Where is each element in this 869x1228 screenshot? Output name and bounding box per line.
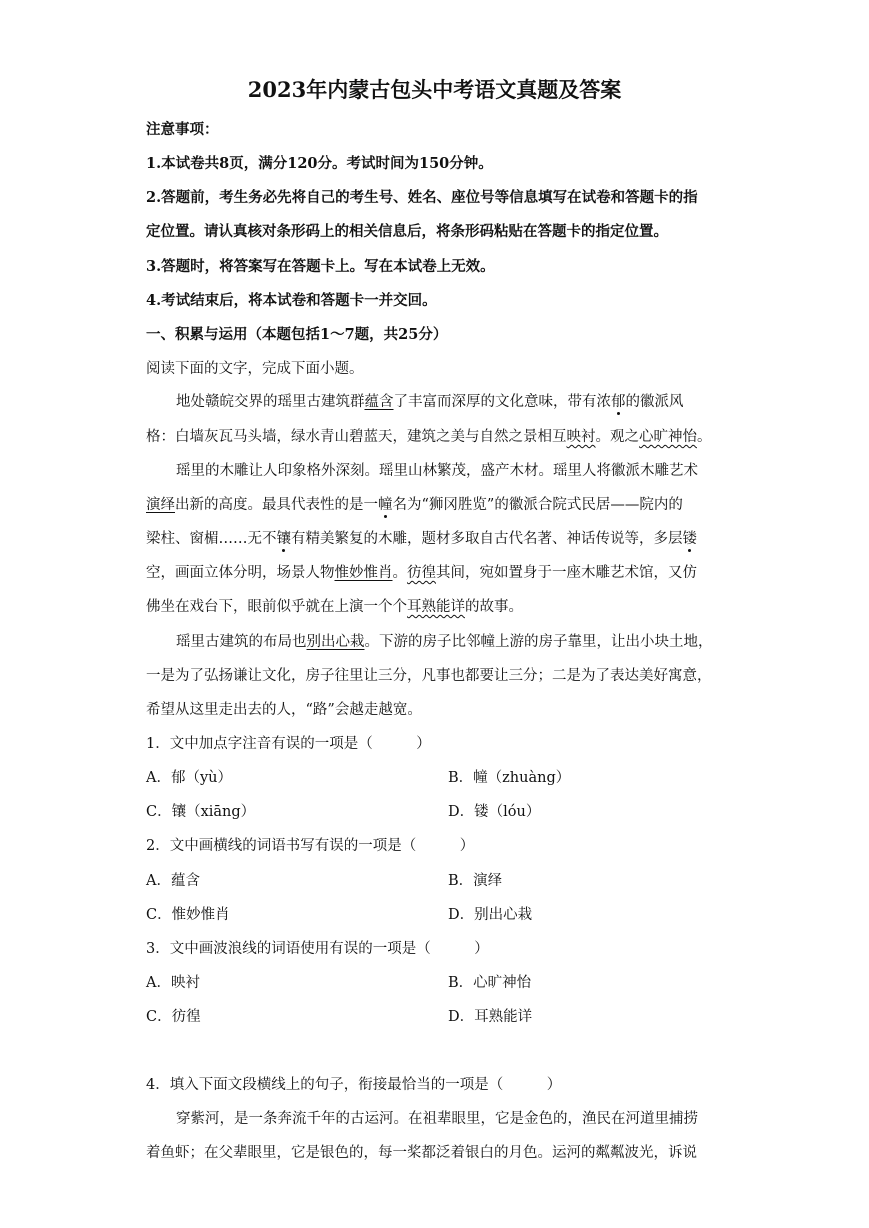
- text-run: 。观之: [595, 429, 639, 445]
- q2-option-d: D．别出心栽: [448, 907, 533, 923]
- notice-item-2b: 定位置。请认真核对条形码上的相关信息后，将条形码粘贴在答题卡的指定位置。: [146, 223, 668, 240]
- wavy-word: 心旷神怡: [639, 429, 697, 445]
- dotted-char: 幢: [378, 497, 393, 513]
- passage-line: 瑶里的木雕让人印象格外深刻。瑶里山林繁茂，盛产木材。瑶里人将徽派木雕艺术: [176, 463, 698, 479]
- passage-line: [176, 633, 713, 651]
- underlined-word: 演绎: [146, 497, 175, 513]
- text-run: 。: [697, 429, 712, 445]
- dotted-char: 镂: [682, 531, 697, 547]
- passage-line: [146, 598, 523, 616]
- q3-option-b: B．心旷神怡: [448, 975, 532, 991]
- text-run: 地处赣皖交界的瑶里古建筑群: [176, 394, 365, 410]
- underlined-word: 蕴含: [364, 394, 394, 410]
- section-heading: 一、积累与运用（本题包括1～7题，共25分）: [146, 326, 448, 343]
- text-run: 。: [392, 565, 407, 581]
- q3-option-d: D．耳熟能详: [448, 1009, 533, 1025]
- q3-option-a: A．映衬: [146, 975, 200, 991]
- notice-item-1: 1.本试卷共8页，满分120分。考试时间为150分钟。: [146, 155, 493, 172]
- text-run: 有精美繁复的木雕，题材多取自古代名著、神话传说等，多层: [291, 531, 683, 547]
- q2-option-a: A．蕴含: [146, 873, 200, 889]
- q4-passage-line: 穿紫河，是一条奔流千年的古运河。在祖辈眼里，它是金色的，渔民在河道里捕捞: [176, 1111, 698, 1127]
- question-1-stem: 1．文中加点字注音有误的一项是（ ）: [146, 736, 431, 752]
- notice-heading: 注意事项：: [146, 121, 219, 138]
- text-run: 格：白墙灰瓦马头墙，绿水青山碧蓝天，建筑之美与自然之景相互: [146, 429, 567, 445]
- question-2-stem: 2．文中画横线的词语书写有误的一项是（ ）: [146, 838, 475, 854]
- underlined-word: 别出心栽: [306, 634, 365, 650]
- passage-line: [176, 393, 684, 411]
- wavy-word: 彷徨: [407, 565, 436, 581]
- text-run: 。下游的房子比邻幢上游的房子靠里，让出小块土地，: [364, 634, 713, 650]
- notice-item-4: 4.考试结束后，将本试卷和答题卡一并交回。: [146, 292, 437, 309]
- passage-line: [146, 564, 697, 582]
- passage-line: [146, 530, 697, 548]
- page-title: 2023年内蒙古包头中考语文真题及答案: [247, 77, 622, 102]
- passage-line: [146, 428, 712, 446]
- text-run: 的故事。: [465, 599, 523, 615]
- text-run: 名为“狮冈胜览”的徽派合院式民居——院内的: [392, 497, 683, 513]
- q3-option-c: C．彷徨: [146, 1009, 201, 1025]
- text-run: 佛坐在戏台下，眼前似乎就在上演一个个: [146, 599, 407, 615]
- text-run: 瑶里古建筑的布局也: [176, 634, 307, 650]
- text-run: 的徽派风: [625, 394, 684, 410]
- q4-passage-line: 着鱼虾；在父辈眼里，它是银色的，每一桨都泛着银白的月色。运河的粼粼波光，诉说: [146, 1145, 697, 1161]
- wavy-word: 映衬: [566, 429, 596, 445]
- question-3-stem: 3．文中画波浪线的词语使用有误的一项是（ ）: [146, 941, 489, 957]
- dotted-char: 郁: [611, 394, 626, 410]
- q2-option-c: C．惟妙惟肖: [146, 907, 230, 923]
- text-run: 梁柱、窗楣……无不: [146, 531, 277, 547]
- text-run: 空，画面立体分明，场景人物: [146, 565, 335, 581]
- passage-line: 一是为了弘扬谦让文化，房子往里让三分，凡事也都要让三分；二是为了表达美好寓意，: [146, 668, 712, 684]
- passage-line: 希望从这里走出去的人，“路”会越走越宽。: [146, 702, 422, 718]
- passage-line: [146, 496, 683, 514]
- dotted-char: 镶: [276, 531, 291, 547]
- text-run: 了丰富而深厚的文化意味，带有浓: [393, 394, 611, 410]
- underlined-word: 惟妙惟肖: [334, 565, 393, 581]
- text-run: 出新的高度。最具代表性的是一: [175, 497, 378, 513]
- q1-option-d: D．镂（lóu）: [448, 804, 541, 820]
- wavy-word: 耳熟能详: [407, 599, 465, 615]
- notice-item-3: 3.答题时，将答案写在答题卡上。写在本试卷上无效。: [146, 258, 495, 275]
- q1-option-c: C．镶（xiāng）: [146, 804, 256, 820]
- q2-option-b: B．演绎: [448, 873, 503, 889]
- reading-instruction: 阅读下面的文字，完成下面小题。: [146, 361, 364, 377]
- question-4-stem: 4．填入下面文段横线上的句子，衔接最恰当的一项是（ ）: [146, 1077, 562, 1093]
- notice-item-2a: 2.答题前，考生务必先将自己的考生号、姓名、座位号等信息填写在试卷和答题卡的指: [146, 189, 698, 206]
- text-run: 其间，宛如置身于一座木雕艺术馆，又仿: [436, 565, 697, 581]
- q1-option-b: B．幢（zhuàng）: [448, 770, 571, 786]
- q1-option-a: A．郁（yù）: [146, 770, 233, 786]
